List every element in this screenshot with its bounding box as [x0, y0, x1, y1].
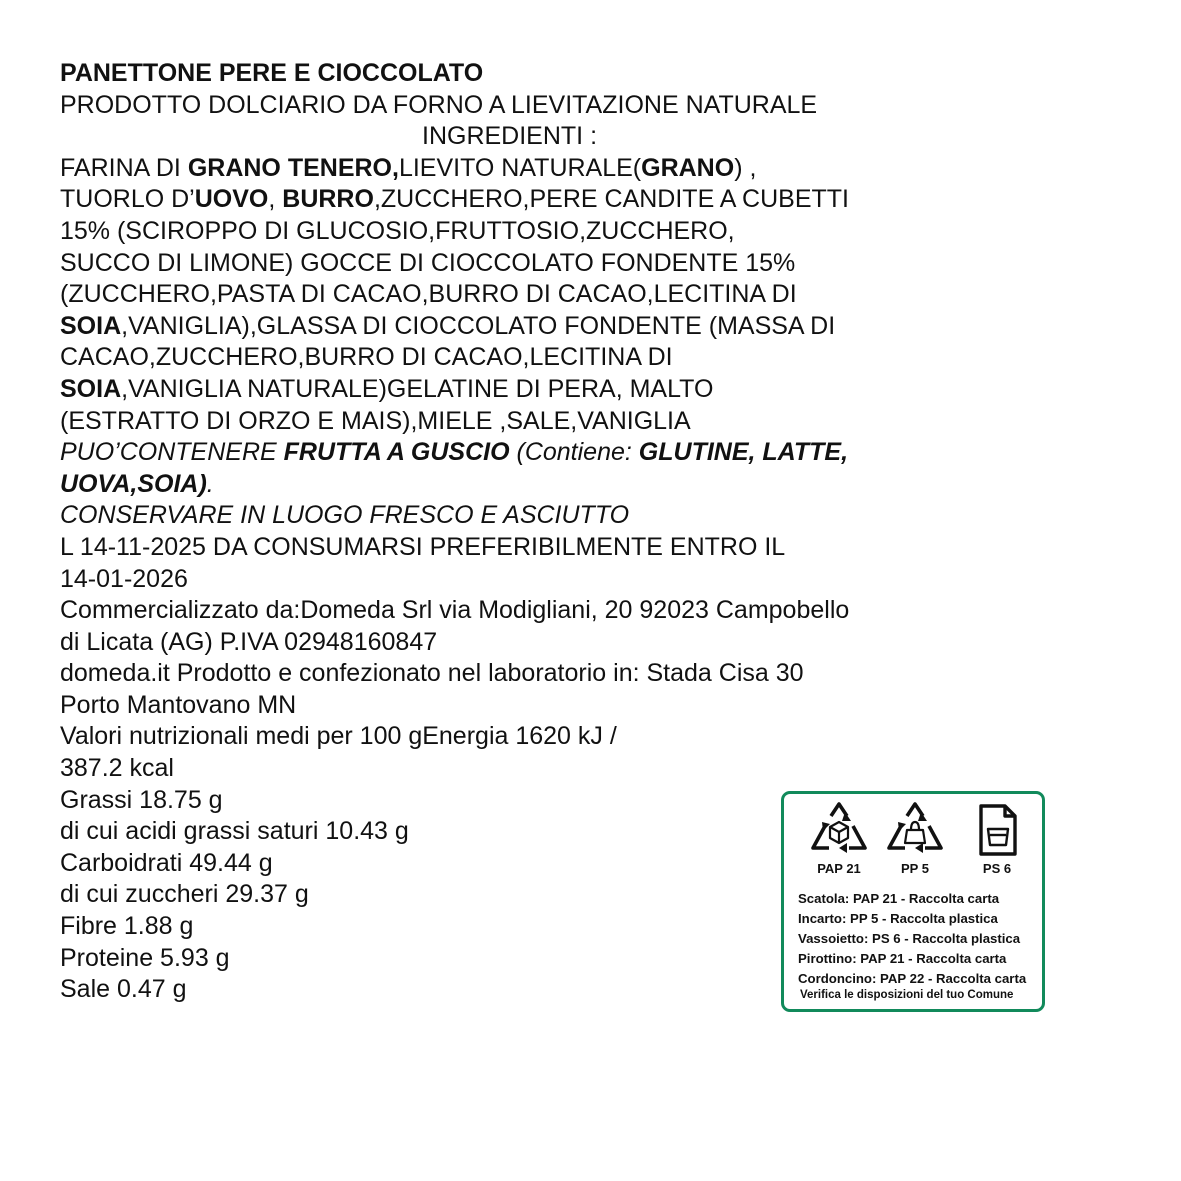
company-line: Porto Mantovano MN [60, 690, 297, 719]
company-line: domeda.it Prodotto e confezionato nel laboratorio in: Stada Cisa 30 [60, 659, 804, 688]
nutrition-line: Proteine 5.93 g [60, 943, 230, 972]
ingredients-line: (ZUCCHERO,PASTA DI CACAO,BURRO DI CACAO,LECITINA DI [60, 280, 797, 309]
recycle-symbol-pp5 [882, 802, 948, 876]
symbol-code: PS 6 [982, 861, 1012, 876]
storage-note: CONSERVARE IN LUOGO FRESCO E ASCIUTTO [60, 501, 630, 530]
recycle-symbol-ps6 [964, 802, 1030, 876]
allergens-line: PUO’CONTENERE FRUTTA A GUSCIO (Contiene: GLUTINE, LATTE, [60, 438, 849, 467]
lot-line: L 14-11-2025 DA CONSUMARSI PREFERIBILMENTE ENTRO IL [60, 532, 786, 561]
recycle-symbol-pap21 [806, 802, 872, 876]
company-line: di Licata (AG) P.IVA 02948160847 [60, 627, 438, 656]
nutrition-line: Grassi 18.75 g [60, 785, 223, 814]
ingredients-line: FARINA DI GRANO TENERO,LIEVITO NATURALE(GRANO) , [60, 153, 757, 182]
disposal-list [798, 889, 1026, 989]
expiry-date: 14-01-2026 [60, 564, 188, 593]
nutrition-line: Sale 0.47 g [60, 975, 187, 1004]
nutrition-line: Valori nutrizionali medi per 100 gEnergia 1620 kJ / [60, 722, 617, 751]
ingredients-heading: INGREDIENTI : [422, 122, 598, 151]
ingredients-line: SOIA,VANIGLIA NATURALE)GELATINE DI PERA, MALTO [60, 374, 714, 403]
nutrition-line: di cui acidi grassi saturi 10.43 g [60, 817, 409, 846]
ingredients-line: SOIA,VANIGLIA),GLASSA DI CIOCCOLATO FONDENTE (MASSA DI [60, 311, 836, 340]
allergens-line: UOVA,SOIA). [60, 469, 214, 498]
nutrition-line: Carboidrati 49.44 g [60, 848, 273, 877]
symbol-code: PP 5 [901, 861, 929, 876]
verify-note: Verifica le disposizioni del tuo Comune [800, 989, 1014, 1001]
disposal-item: Scatola: PAP 21 - Raccolta carta [798, 891, 1000, 906]
disposal-item: Incarto: PP 5 - Raccolta plastica [798, 911, 998, 926]
disposal-item: Vassoietto: PS 6 - Raccolta plastica [798, 931, 1021, 946]
nutrition-line: 387.2 kcal [60, 754, 174, 783]
ingredients-line: SUCCO DI LIMONE) GOCCE DI CIOCCOLATO FONDENTE 15% [60, 248, 796, 277]
company-line: Commercializzato da:Domeda Srl via Modigliani, 20 92023 Campobello [60, 596, 850, 625]
product-title: PANETTONE PERE E CIOCCOLATO [60, 59, 484, 87]
product-subtitle: PRODOTTO DOLCIARIO DA FORNO A LIEVITAZIONE NATURALE [60, 90, 818, 119]
recycle-bag-icon [885, 802, 945, 858]
disposal-item: Cordoncino: PAP 22 - Raccolta carta [798, 971, 1027, 986]
ingredients-line: CACAO,ZUCCHERO,BURRO DI CACAO,LECITINA DI [60, 343, 673, 372]
ingredients-line: 15% (SCIROPPO DI GLUCOSIO,FRUTTOSIO,ZUCCHERO, [60, 216, 735, 245]
symbol-code: PAP 21 [817, 861, 861, 876]
tray-icon [967, 802, 1027, 858]
ingredients-line: TUORLO D’UOVO, BURRO,ZUCCHERO,PERE CANDITE A CUBETTI [60, 185, 849, 214]
ingredients-line: (ESTRATTO DI ORZO E MAIS),MIELE ,SALE,VANIGLIA [60, 406, 691, 435]
nutrition-line: Fibre 1.88 g [60, 912, 194, 941]
disposal-item: Pirottino: PAP 21 - Raccolta carta [798, 951, 1007, 966]
nutrition-line: di cui zuccheri 29.37 g [60, 880, 309, 909]
recycle-box-icon [809, 802, 869, 858]
recycling-box [781, 791, 1045, 1012]
